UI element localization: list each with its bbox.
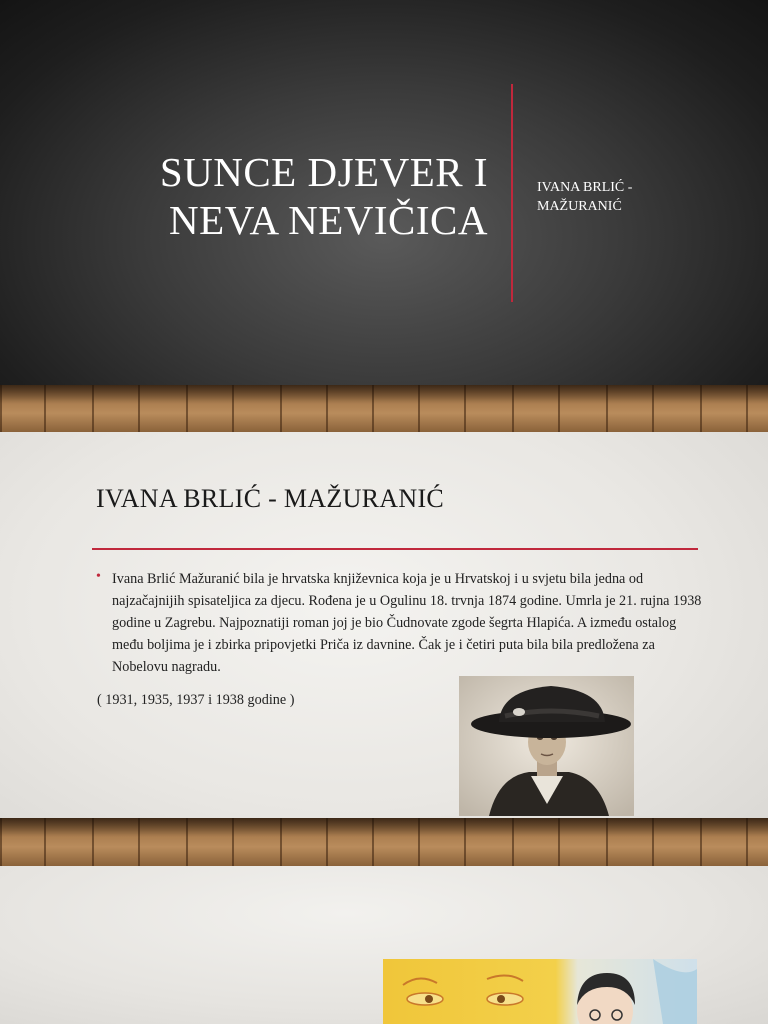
biography-slide <box>0 432 768 866</box>
wood-floor-decoration <box>0 818 768 866</box>
wood-floor-decoration <box>0 385 768 432</box>
book-slide <box>0 866 768 1024</box>
portrait-photo <box>459 676 634 816</box>
presentation-title <box>100 148 488 244</box>
author-portrait <box>459 676 634 816</box>
presentation-subtitle <box>537 178 737 216</box>
title-slide <box>0 0 768 432</box>
subtitle-line-2: MAŽURANIĆ <box>537 199 622 214</box>
title-line-1: SUNCE DJEVER I <box>159 149 488 195</box>
title-divider <box>511 84 513 302</box>
slide-title: IVANA BRLIĆ - MAŽURANIĆ <box>96 484 445 513</box>
title-line-2: NEVA NEVIČICA <box>169 197 488 243</box>
nomination-years: ( 1931, 1935, 1937 i 1938 godine ) <box>97 692 295 708</box>
sun-and-child-illustration <box>383 959 697 1024</box>
book-illustration <box>383 959 697 1024</box>
bullet-icon: • <box>96 569 101 584</box>
subtitle-line-1: IVANA BRLIĆ - <box>537 180 633 195</box>
title-underline <box>92 548 698 550</box>
biography-text: Ivana Brlić Mažuranić bila je hrvatska književnica koja je u Hrvatskoj i u svjetu bila jedna od najzačajnijih spisateljica za djecu. Rođena je u Ogulinu 18. trvnja 1874 godine. Umrla je 21. rujna 1938 godine u Zagrebu. Najpoznatiji roman joj je bio Čudnovate zgode šegrta Hlapića. A između ostalog među boljima je i zbirka pripovjetki Priča iz davnine. Čak je i četiri puta bila bila predložena za Nobelovu nagradu. <box>112 571 702 675</box>
